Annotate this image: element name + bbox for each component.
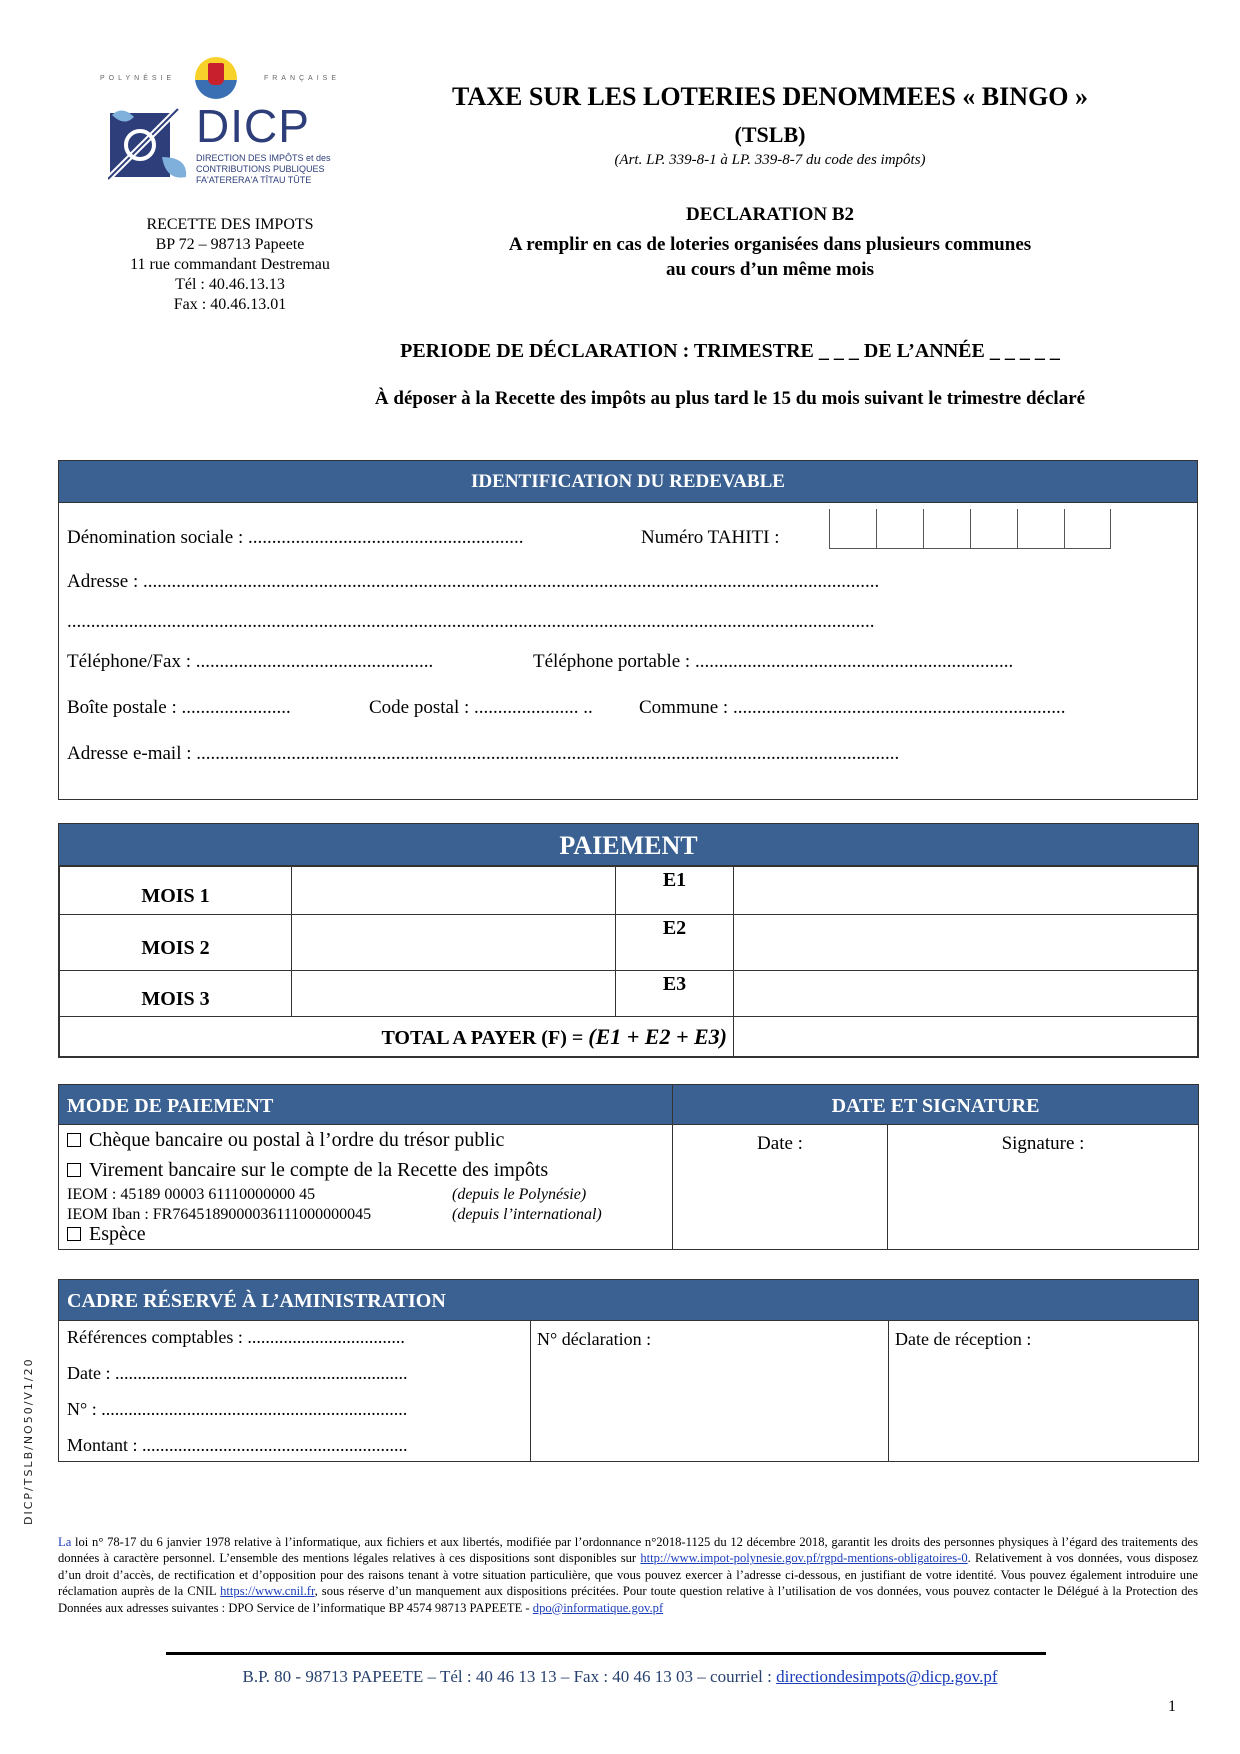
total-label (60, 1017, 734, 1057)
adresse-line2-field[interactable]: .......................................................................................................................................................................... (67, 611, 875, 632)
tahiti-box[interactable] (876, 509, 923, 549)
tahiti-box[interactable] (829, 509, 876, 549)
total-row (60, 1017, 1198, 1057)
mois-3-input[interactable] (292, 971, 616, 1017)
legal-notice (58, 1534, 1198, 1616)
logo-subtitle (196, 153, 331, 186)
mois-2-input[interactable] (292, 915, 616, 971)
admin-references-column (59, 1321, 531, 1461)
date-field[interactable] (673, 1125, 888, 1249)
legal-lead: La (58, 1535, 72, 1549)
mode-paiement-panel (59, 1085, 673, 1249)
declaration-period[interactable]: PERIODE DE DÉCLARATION : TRIMESTRE _ _ _ DE L’ANNÉE _ _ _ _ _ (400, 340, 1060, 362)
logo-acronym: DICP (196, 100, 310, 152)
n-declaration-label: N° déclaration : (537, 1329, 652, 1349)
dpo-email-link[interactable]: dpo@informatique.gov.pf (532, 1600, 664, 1615)
date-reception-field[interactable] (889, 1321, 1198, 1461)
logo-region-right: FRANÇAISE (263, 75, 340, 82)
code-postal-field[interactable]: Code postal : ...................... .. (369, 697, 593, 718)
checkbox-icon[interactable] (67, 1133, 81, 1147)
denomination-field[interactable]: Dénomination sociale : .......................................................... (67, 527, 524, 548)
checkbox-icon[interactable] (67, 1227, 81, 1241)
mois-3-label: MOIS 3 (60, 971, 292, 1017)
e2-label: E2 (616, 915, 734, 971)
mois-2-label: MOIS 2 (60, 915, 292, 971)
option-espece-label: Espèce (89, 1223, 146, 1245)
logo-motto: FA'ATERERA'A TĪTAU TŪTE (196, 175, 312, 185)
legal-text-3: , sous réserve d’un manquement aux dispositions précitées. Pour toute question relative à l’utilisation de vos données, vous pouvez contacter le Délégué à la Protection des Données aux adresses suivantes : DPO Service de l’informatique BP 4574 98713 PAPEETE - (58, 1584, 1198, 1615)
option-virement[interactable] (67, 1159, 548, 1182)
paiement-section (58, 823, 1199, 1058)
email-field[interactable]: Adresse e-mail : .................................................................................................................................................... (67, 743, 900, 764)
tahiti-box[interactable] (923, 509, 970, 549)
iban-number: IEOM Iban : FR7645189000036111000000045 (67, 1206, 372, 1223)
identification-header: IDENTIFICATION DU REDEVABLE (59, 461, 1197, 503)
option-cheque-label: Chèque bancaire ou postal à l’ordre du trésor public (89, 1129, 505, 1151)
iban-line (67, 1206, 602, 1224)
legal-text-1: loi n° 78-17 du 6 janvier 1978 relative à l’informatique, aux fichiers et aux libertés, modifiée par l’ordonnance n°2018-1125 du 12 décembre 2018, garantit les droits des personnes physiques à l’égard des traitements des données à caractère personnel. L’ensemble des mentions légales relatives à ces dispositions sont disponibles sur (58, 1535, 1198, 1566)
tahiti-box[interactable] (970, 509, 1017, 549)
adresse-field[interactable]: Adresse : ........................................................................................................................................................... (67, 571, 880, 592)
signature-label: Signature : (1001, 1133, 1085, 1154)
ieom-line (67, 1186, 587, 1204)
numero-tahiti-label: Numéro TAHITI : (641, 527, 780, 548)
declaration-code: DECLARATION B2 (685, 204, 855, 225)
telephone-field[interactable]: Téléphone/Fax : .................................................. (67, 651, 434, 672)
boite-postale-field[interactable]: Boîte postale : ....................... (67, 697, 291, 718)
iban-note: (depuis l’international) (452, 1206, 602, 1223)
page-number: 1 (1168, 1698, 1176, 1715)
form-acronym: (TSLB) (734, 122, 806, 147)
recette-bp: BP 72 – 98713 Papeete (155, 236, 305, 253)
checkbox-icon[interactable] (67, 1163, 81, 1177)
mode-paiement-section (58, 1084, 1199, 1250)
logo-subtitle-line2: CONTRIBUTIONS PUBLIQUES (196, 164, 325, 174)
footer-email-link[interactable]: directiondesimpots@dicp.gov.pf (776, 1667, 998, 1686)
form-reference-code: DICP/TSLB/NO50/V1/20 (22, 1357, 35, 1525)
option-espece[interactable] (67, 1223, 146, 1246)
tahiti-box[interactable] (1064, 509, 1111, 549)
recette-fax: Fax : 40.46.13.01 (173, 296, 287, 313)
recette-tel: Tél : 40.46.13.13 (175, 276, 285, 293)
mois-1-label: MOIS 1 (60, 867, 292, 915)
total-input[interactable] (734, 1017, 1198, 1057)
mode-paiement-header: MODE DE PAIEMENT (59, 1085, 672, 1125)
paiement-table (59, 866, 1198, 1057)
dicp-mark-icon (108, 107, 194, 183)
ieom-note: (depuis le Polynésie) (452, 1186, 587, 1203)
date-label: Date : (757, 1133, 803, 1154)
tahiti-box[interactable] (1017, 509, 1064, 549)
paiement-header: PAIEMENT (59, 824, 1198, 866)
paiement-row (60, 971, 1198, 1017)
paiement-row (60, 915, 1198, 971)
e3-input[interactable] (734, 971, 1198, 1017)
cnil-link[interactable]: https://www.cnil.fr (220, 1584, 315, 1599)
administration-header: CADRE RÉSERVÉ À L’AMINISTRATION (59, 1280, 1198, 1321)
total-text: TOTAL A PAYER (F) = (381, 1026, 589, 1049)
polynesia-emblem-icon (195, 57, 237, 99)
mois-1-input[interactable] (292, 867, 616, 915)
declaration-heading (420, 200, 1120, 280)
n-declaration-field[interactable] (531, 1321, 889, 1461)
commune-field[interactable]: Commune : ...................................................................... (639, 697, 1066, 718)
form-articles: (Art. LP. 339-8-1 à LP. 339-8-7 du code des impôts) (614, 152, 926, 168)
portable-field[interactable]: Téléphone portable : ................................................................... (533, 651, 1014, 672)
option-virement-label: Virement bancaire sur le compte de la Recette des impôts (89, 1159, 549, 1181)
dicp-logo (100, 55, 340, 195)
e1-input[interactable] (734, 867, 1198, 915)
logo-region-left: POLYNÉSIE (100, 75, 176, 82)
declaration-instruction-2: au cours d’un même mois (666, 260, 874, 280)
footer-divider (166, 1652, 1046, 1655)
e3-label: E3 (616, 971, 734, 1017)
option-cheque[interactable] (67, 1129, 504, 1152)
admin-numero-field[interactable]: N° : .................................................................... (67, 1399, 408, 1419)
date-reception-label: Date de réception : (895, 1329, 1032, 1349)
references-comptables-field[interactable]: Références comptables : ................................... (67, 1327, 405, 1347)
admin-montant-field[interactable]: Montant : ........................................................... (67, 1435, 408, 1455)
legal-text-2: . Relativement à vos données, vous disposez d’un droit d’accès, de rectification et d’opposition pour des raisons tenant à votre situation particulière, que vous pouvez exercer à l’adresse ci-dessous, en justifiant de votre identité. Vous pouvez également introduire une réclamation auprès de la CNIL (58, 1551, 1198, 1599)
signature-field[interactable] (888, 1125, 1198, 1249)
e1-label: E1 (616, 867, 734, 915)
deadline-notice: À déposer à la Recette des impôts au plus tard le 15 du mois suivant le trimestre déclaré (374, 388, 1086, 409)
footer-text: B.P. 80 - 98713 PAPEETE – Tél : 40 46 13 13 – Fax : 40 46 13 03 – courriel : (242, 1667, 777, 1686)
footer-contact (140, 1667, 1100, 1687)
date-signature-header: DATE ET SIGNATURE (673, 1085, 1198, 1125)
total-formula: (E1 + E2 + E3) (588, 1023, 727, 1049)
recette-name: RECETTE DES IMPOTS (146, 216, 314, 233)
e2-input[interactable] (734, 915, 1198, 971)
ieom-number: IEOM : 45189 00003 61110000000 45 (67, 1186, 316, 1203)
date-signature-panel (673, 1085, 1198, 1249)
identification-section (58, 460, 1198, 800)
admin-date-field[interactable]: Date : ................................................................. (67, 1363, 408, 1383)
numero-tahiti-input[interactable] (829, 509, 1111, 549)
paiement-row (60, 867, 1198, 915)
form-title: TAXE SUR LES LOTERIES DENOMMEES « BINGO » (452, 82, 1088, 111)
recette-street: 11 rue commandant Destremau (130, 256, 330, 273)
rgpd-link[interactable]: http://www.impot-polynesie.gov.pf/rgpd-mentions-obligatoires-0 (640, 1551, 968, 1566)
declaration-instruction-1: A remplir en cas de loteries organisées dans plusieurs communes (508, 234, 1032, 255)
administration-section (58, 1279, 1199, 1462)
logo-subtitle-line1: DIRECTION DES IMPÔTS et des (196, 153, 331, 163)
recette-address (100, 215, 360, 315)
